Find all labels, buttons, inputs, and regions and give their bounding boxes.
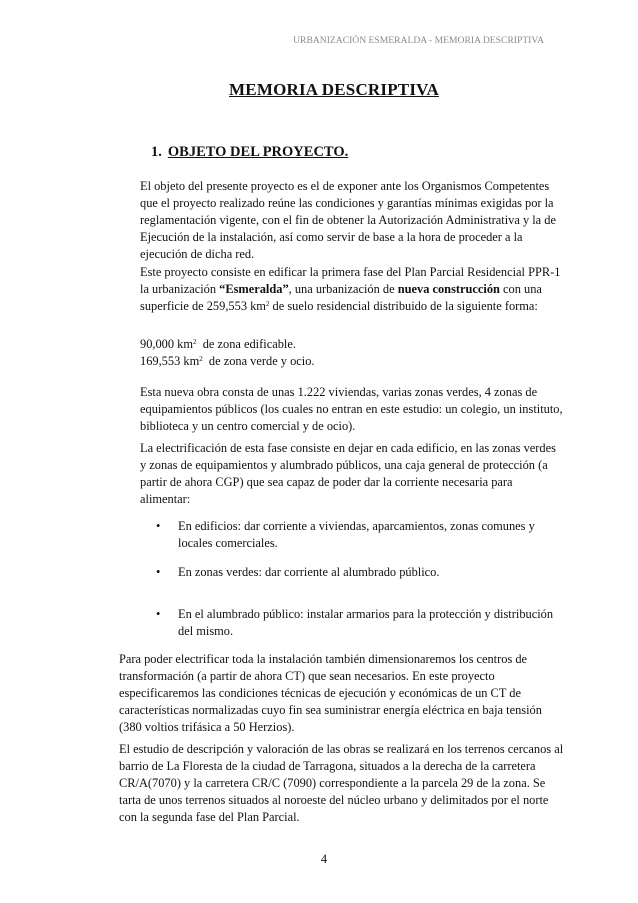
area-item: 90,000 $km^2$ de zona edificable. — [140, 337, 296, 351]
paragraph-estudio: El estudio de descripción y valoración de las obras se realizará en los terrenos cercanos al barrio de La Floresta de la ciudad de Tarragona, situados a la derecha de la carretera CR/A(7070) y la carretera CR/C (7090) correspondiente a la parcela 29 de la zona. Se tarta de unos terrenos situados al noroeste del núcleo urbano y delimitados por el norte con la segunda fase del Plan Parcial. — [119, 742, 564, 824]
bullet-icon: • — [156, 607, 161, 621]
urbanization-name: “Esmeralda” — [219, 282, 289, 296]
area-item: 169,553 $km^2$ de zona verde y ocio. — [140, 354, 315, 368]
section-heading — [151, 144, 348, 161]
paragraph-proyecto: Este proyecto consiste en edificar la primera fase del Plan Parcial Residencial PPR-1 la urbanización “Esmeralda”, una urbanización de nueva construcción con una superficie de 259,553 $km^2$ de suelo residencial distribuido de la siguiente forma: — [140, 265, 561, 313]
paragraph-electrificacion: La electrificación de esta fase consiste en dejar en cada edificio, en las zonas verdes y zonas de equipamientos y alumbrado públicos, una caja general de protección (a partir de ahora CGP) que sea capaz de poder dar la corriente necesaria para alimentar: — [140, 441, 556, 506]
paragraph-obra: Esta nueva obra consta de unas 1.222 viviendas, varias zonas verdes, 4 zonas de equipamientos públicos (los cuales no entran en este estudio: un colegio, un instituto, biblioteca y un centro comercial y de ocio). — [140, 385, 563, 433]
bullet-icon: • — [156, 565, 161, 579]
bullet-icon: • — [156, 519, 161, 533]
new-construction-label: nueva construcción — [397, 282, 500, 296]
section-number: 1. — [151, 144, 162, 160]
page-title: MEMORIA DESCRIPTIVA — [229, 80, 439, 99]
paragraph-centros: Para poder electrificar toda la instalación también dimensionaremos los centros de transformación (a partir de ahora CT) que sean necesarios. En este proyecto especificaremos las condiciones técnicas de ejecución y económicas de un CT de características normalizadas cuyo fin sea suministrar energía eléctrica en baja tensión (380 voltios trifásica a 50 Herzios). — [119, 652, 542, 734]
page-number: 4 — [320, 852, 328, 866]
section-title: OBJETO DEL PROYECTO. — [167, 144, 349, 160]
running-header: URBANIZACIÓN ESMERALDA - MEMORIA DESCRIPTIVA — [293, 35, 544, 46]
paragraph-objeto: El objeto del presente proyecto es el de exponer ante los Organismos Competentes que el proyecto realizado reúne las condiciones y garantías mínimas exigidas por la reglamentación vigente, con el fin de obtener la Autorización Administrativa y la de Ejecución de la instalación, así como servir de base a la hora de proceder a la ejecución de dicha red. — [140, 179, 556, 261]
